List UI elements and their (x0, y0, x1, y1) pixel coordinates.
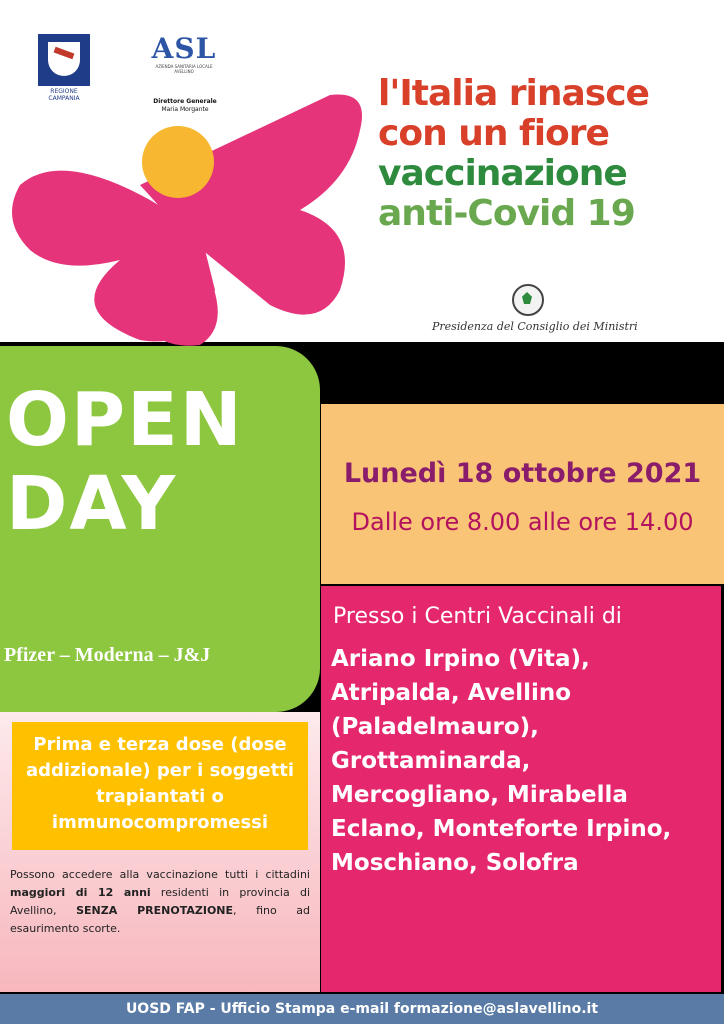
dose-line: addizionale) per i soggetti (25, 760, 295, 781)
centers-panel (321, 586, 721, 992)
campania-label: REGIONE CAMPANIA (48, 88, 80, 102)
eligibility-age: maggiori di 12 anni (10, 886, 151, 899)
eligibility-no-booking: SENZA PRENOTAZIONE (76, 904, 234, 917)
italian-emblem-icon (512, 284, 544, 316)
eligibility-part: residenti in provincia di Avellino, (10, 886, 311, 917)
open-day-line-2: DAY (6, 461, 178, 547)
eligibility-text (10, 866, 310, 938)
presidenza-caption: Presidenza del Consiglio dei Ministri (432, 320, 638, 333)
flower-icon (0, 90, 370, 350)
centers-list (331, 642, 721, 880)
dose-line: trapiantati o (96, 786, 224, 807)
director-title: Direttore Generale (153, 98, 217, 105)
dose-text (12, 732, 308, 836)
campania-crest-icon (38, 34, 90, 86)
headline-line-1: l'Italia rinasce (378, 73, 649, 114)
footer-contact: UOSD FAP - Ufficio Stampa e-mail formazione@aslavellino.it (0, 994, 724, 1024)
headline-line-3: vaccinazione (378, 153, 627, 194)
asl-logo-text: ASL (151, 32, 217, 65)
headline-line-2: con un fiore (378, 113, 609, 154)
centers-line: Mercogliano, Mirabella (331, 782, 628, 808)
open-day-line-1: OPEN (6, 377, 244, 463)
centers-line: Eclano, Monteforte Irpino, (331, 816, 672, 842)
dose-box (12, 722, 308, 850)
eligibility-part: Possono accedere alla vaccinazione tutti i cittadini (10, 868, 310, 881)
vaccine-list: Pfizer – Moderna – J&J (4, 644, 211, 666)
eligibility-part: , fino ad esaurimento scorte. (10, 904, 310, 935)
schedule-panel (321, 404, 724, 584)
centers-line: Moschiano, Solofra (331, 850, 579, 876)
open-day-title (6, 378, 244, 546)
event-date: Lunedì 18 ottobre 2021 (343, 458, 702, 489)
event-time: Dalle ore 8.00 alle ore 14.00 (351, 508, 694, 536)
dose-line: immunocompromessi (51, 812, 269, 833)
director-name: Maria Morgante (161, 106, 209, 113)
centers-line: Atripalda, Avellino (331, 680, 572, 706)
centers-intro: Presso i Centri Vaccinali di (333, 604, 622, 629)
campaign-headline (378, 74, 649, 234)
centers-line: (Paladelmauro), (331, 714, 539, 740)
header-banner (0, 0, 724, 342)
centers-line: Grottaminarda, (331, 748, 531, 774)
centers-line: Ariano Irpino (Vita), (331, 646, 590, 672)
flower-center-icon (142, 126, 214, 198)
headline-line-4: anti-Covid 19 (378, 193, 635, 234)
asl-logo-subtitle: AZIENDA SANITARIA LOCALE AVELLINO (155, 64, 213, 74)
dose-line: Prima e terza dose (dose (33, 734, 287, 755)
asl-logo (148, 34, 220, 74)
